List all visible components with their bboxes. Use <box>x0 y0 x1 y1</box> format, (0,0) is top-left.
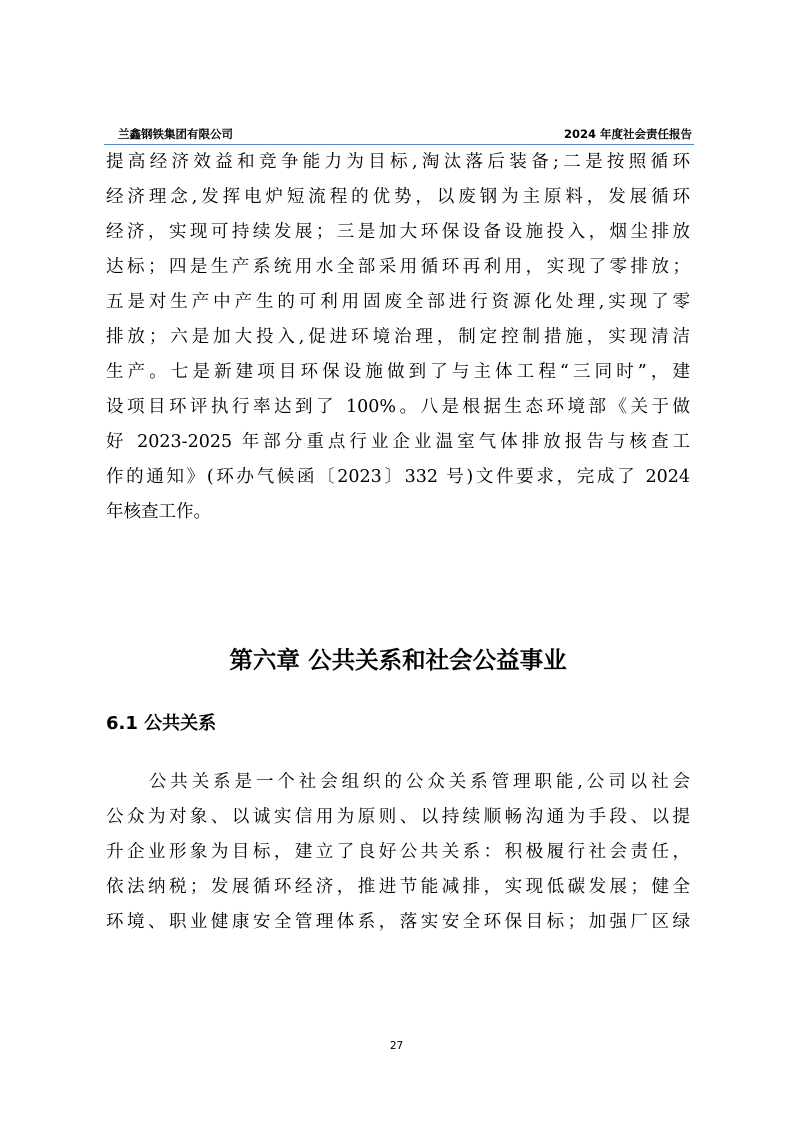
paragraph-line: 提高经济效益和竞争能力为目标,淘汰落后装备;二是按照循环 <box>106 152 690 172</box>
paragraph-line: 环境、职业健康安全管理体系，落实安全环保目标；加强厂区绿 <box>106 912 690 932</box>
paragraph-line: 升企业形象为目标，建立了良好公共关系：积极履行社会责任， <box>106 842 690 862</box>
paragraph-line: 好 2023-2025 年部分重点行业企业温室气体排放报告与核查工 <box>106 432 690 452</box>
public-relations-paragraph <box>106 765 690 940</box>
paragraph-line: 公共关系是一个社会组织的公众关系管理职能,公司以社会 <box>106 772 690 792</box>
paragraph-line: 达标；四是生产系统用水全部采用循环再利用，实现了零排放； <box>106 257 690 277</box>
paragraph-line: 经济理念,发挥电炉短流程的优势，以废钢为主原料，发展循环 <box>106 187 690 207</box>
paragraph-line: 年核查工作。 <box>106 502 211 522</box>
paragraph-line: 五是对生产中产生的可利用固废全部进行资源化处理,实现了零 <box>106 292 690 312</box>
header-report-title: 2024 年度社会责任报告 <box>563 127 692 141</box>
section-title: 6.1 公共关系 <box>106 713 217 734</box>
paragraph-line: 依法纳税；发展循环经济，推进节能减排，实现低碳发展；健全 <box>106 877 690 897</box>
page-header <box>104 126 694 145</box>
paragraph-line: 公众为对象、以诚实信用为原则、以持续顺畅沟通为手段、以提 <box>106 807 690 827</box>
paragraph-line: 作的通知》(环办气候函〔2023〕332 号)文件要求，完成了 2024 <box>106 467 690 487</box>
paragraph-line: 排放；六是加大投入,促进环境治理，制定控制措施，实现清洁 <box>106 327 690 347</box>
paragraph-line: 经济，实现可持续发展；三是加大环保设备设施投入，烟尘排放 <box>106 222 690 242</box>
paragraph-line: 设项目环评执行率达到了 100%。八是根据生态环境部《关于做 <box>106 397 690 417</box>
page-number: 27 <box>389 1040 404 1052</box>
environment-paragraph <box>106 145 690 530</box>
paragraph-line: 生产。七是新建项目环保设施做到了与主体工程“三同时”，建 <box>106 362 690 382</box>
chapter-title: 第六章 公共关系和社会公益事业 <box>229 646 567 674</box>
header-company-name: 兰鑫钢铁集团有限公司 <box>118 127 233 141</box>
